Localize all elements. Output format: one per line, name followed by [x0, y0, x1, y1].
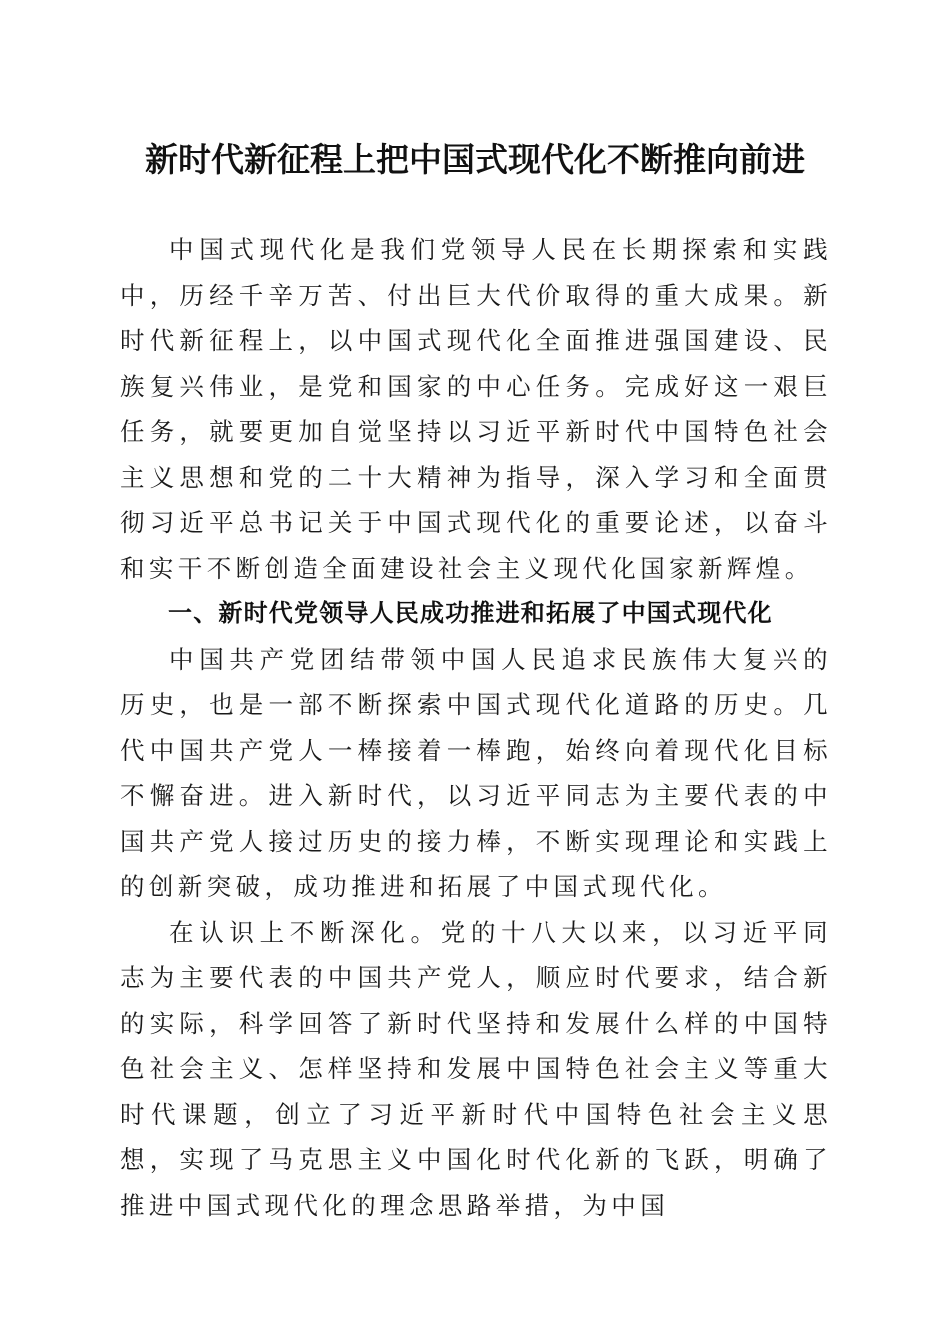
intro-paragraph: 中国式现代化是我们党领导人民在长期探索和实践中，历经千辛万苦、付出巨大代价取得的重大成果。新时代新征程上，以中国式现代化全面推进强国建设、民族复兴伟业，是党和国家的中心任务。完成好这一艰巨任务，就要更加自觉坚持以习近平新时代中国特色社会主义思想和党的二十大精神为指导，深入学习和全面贯彻习近平总书记关于中国式现代化的重要论述，以奋斗和实干不断创造全面建设社会主义现代化国家新辉煌。	[120, 235, 832, 583]
body-paragraph: 在认识上不断深化。党的十八大以来，以习近平同志为主要代表的中国共产党人，顺应时代要求，结合新的实际，科学回答了新时代坚持和发展什么样的中国特色社会主义、怎样坚持和发展中国特色社会主义等重大时代课题，创立了习近平新时代中国特色社会主义思想，实现了马克思主义中国化时代化新的飞跃，明确了推进中国式现代化的理念思路举措，为中国	[120, 917, 832, 1220]
section-heading: 一、新时代党领导人民成功推进和拓展了中国式现代化	[168, 599, 773, 627]
document-body	[120, 227, 832, 1228]
document-title: 新时代新征程上把中国式现代化不断推向前进	[145, 140, 805, 179]
body-paragraph: 中国共产党团结带领中国人民追求民族伟大复兴的历史，也是一部不断探索中国式现代化道路的历史。几代中国共产党人一棒接着一棒跑，始终向着现代化目标不懈奋进。进入新时代，以习近平同志为主要代表的中国共产党人接过历史的接力棒，不断实现理论和实践上的创新突破，成功推进和拓展了中国式现代化。	[120, 644, 832, 901]
